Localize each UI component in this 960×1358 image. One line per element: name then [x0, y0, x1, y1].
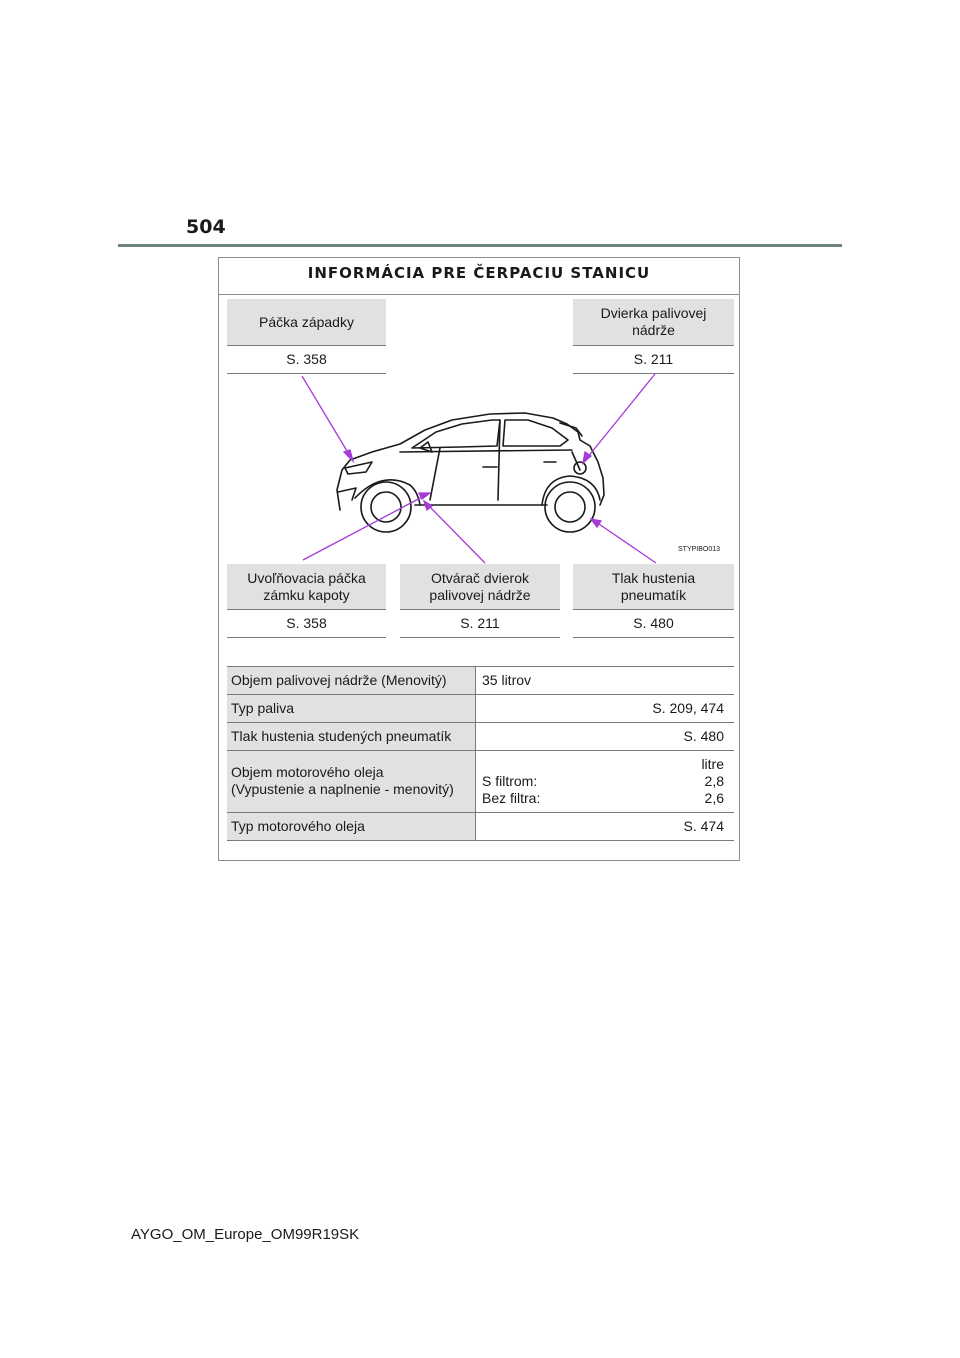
callout-hood-latch-lever: Páčka západky — [227, 299, 386, 346]
table-row — [227, 751, 734, 813]
fuel-tank-capacity-value: 35 litrov — [482, 672, 532, 688]
cold-tire-pressure-value: S. 480 — [683, 728, 724, 744]
oil-unit: litre — [701, 756, 724, 772]
spec-table — [227, 666, 734, 841]
oil-without-filter-value: 2,6 — [704, 790, 724, 806]
oil-with-filter-label: S filtrom: — [482, 773, 538, 789]
engine-oil-capacity-label-line1: Objem motorového oleja — [231, 764, 384, 780]
table-row — [227, 723, 734, 751]
callout-fuel-door: Dvierka palivovej nádrže — [573, 299, 734, 346]
callout-hood-release-ref: S. 358 — [227, 610, 386, 638]
callout-fuel-door-opener: Otvárač dvierok palivovej nádrže — [400, 564, 560, 610]
callout-hood-release: Uvoľňovacia páčka zámku kapoty — [227, 564, 386, 610]
image-code: STYPIBO013 — [678, 546, 721, 553]
fuel-type-value: S. 209, 474 — [652, 700, 724, 716]
table-row — [227, 695, 734, 723]
oil-without-filter-label: Bez filtra: — [482, 790, 541, 806]
callout-tire-pressure: Tlak hustenia pneumatík — [573, 564, 734, 610]
panel-title: INFORMÁCIA PRE ČERPACIU STANICU — [219, 258, 739, 295]
engine-oil-capacity-label — [227, 751, 476, 812]
table-row — [227, 667, 734, 695]
callout-hood-latch-lever-ref: S. 358 — [227, 346, 386, 374]
page-number: 504 — [186, 216, 226, 238]
table-row — [227, 813, 734, 841]
oil-with-filter-value: 2,8 — [704, 773, 724, 789]
callout-tire-pressure-ref: S. 480 — [573, 610, 734, 638]
fuel-tank-capacity-label: Objem palivovej nádrže (Menovitý) — [227, 667, 476, 694]
callout-fuel-door-ref: S. 211 — [573, 346, 734, 374]
engine-oil-type-value: S. 474 — [683, 818, 724, 834]
document-footer: AYGO_OM_Europe_OM99R19SK — [131, 1226, 360, 1243]
engine-oil-type-label: Typ motorového oleja — [227, 813, 476, 840]
fuel-type-label: Typ paliva — [227, 695, 476, 722]
callout-fuel-door-opener-ref: S. 211 — [400, 610, 560, 638]
engine-oil-capacity-value — [476, 751, 734, 812]
engine-oil-capacity-label-line2: (Vypustenie a naplnenie - menovitý) — [231, 781, 454, 797]
cold-tire-pressure-label: Tlak hustenia studených pneumatík — [227, 723, 476, 750]
